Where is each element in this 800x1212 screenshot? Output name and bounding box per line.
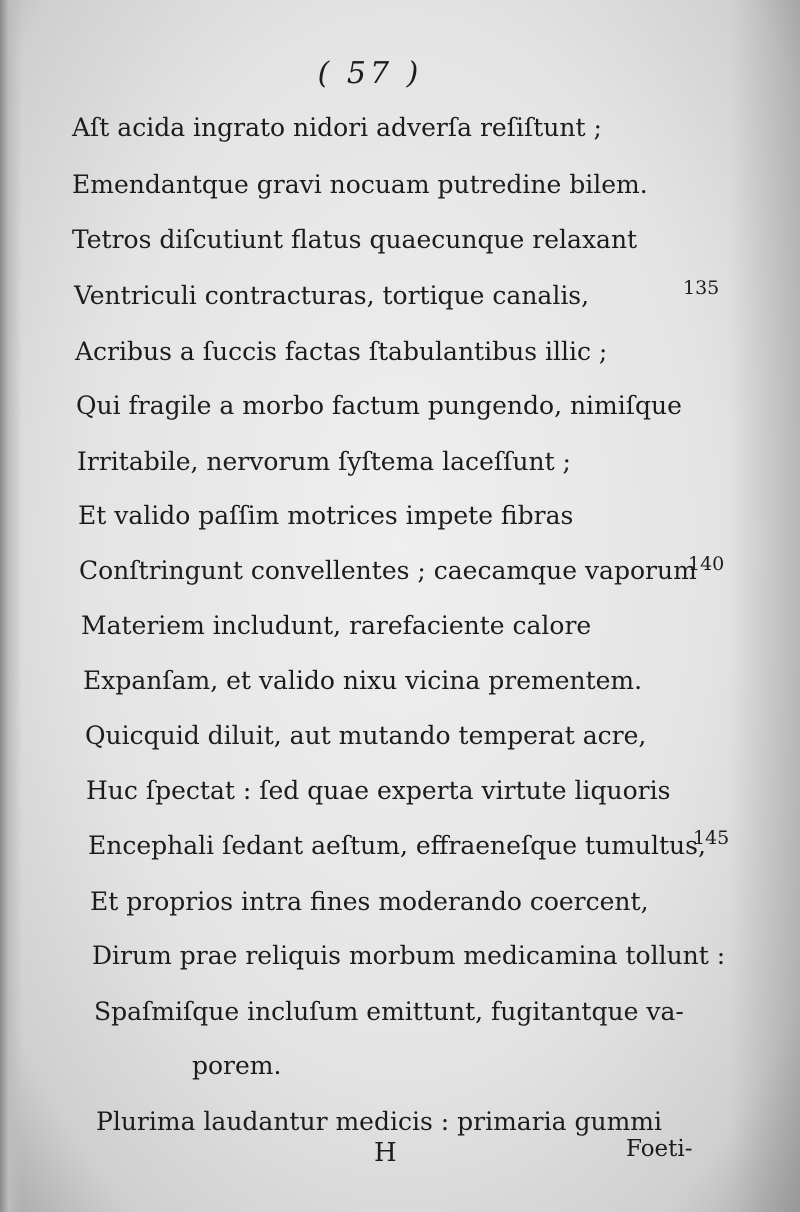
verse-line: Quicquid diluit, aut mutando temperat acre,: [85, 721, 647, 750]
verse-line: Plurima laudantur medicis : primaria gummi: [96, 1107, 662, 1136]
verse-line: Materiem includunt, rarefaciente calore: [81, 611, 592, 640]
verse-line-continuation: porem.: [192, 1051, 282, 1080]
line-number: 135: [683, 277, 720, 299]
verse-line: Tetros diſcutiunt flatus quaecunque relaxant: [72, 225, 638, 254]
signature-mark: H: [374, 1138, 397, 1168]
verse-line: Huc ſpectat : ſed quae experta virtute liquoris: [86, 776, 671, 805]
verse-line: Dirum prae reliquis morbum medicamina tollunt :: [92, 941, 726, 970]
verse-line: Spaſmiſque incluſum emittunt, fugitantque va-: [94, 997, 684, 1026]
page-number: ( 57 ): [317, 56, 423, 91]
verse-line: Irritabile, nervorum ſyſtema laceſſunt ;: [77, 447, 571, 476]
verse-line: Et valido paſſim motrices impete fibras: [78, 501, 574, 530]
verse-line: Emendantque gravi nocuam putredine bilem.: [72, 170, 648, 199]
verse-line: Expanſam, et valido nixu vicina prementem.: [83, 666, 643, 695]
catchword: Foeti-: [626, 1136, 693, 1162]
verse-line: Ventriculi contracturas, tortique canalis,: [74, 281, 590, 310]
line-number: 140: [688, 553, 725, 575]
verse-line: Encephali ſedant aeſtum, effraeneſque tumultus,: [88, 831, 706, 860]
verse-line: Et proprios intra fines moderando coercent,: [90, 887, 649, 916]
verse-line: Aſt acida ingrato nidori adverſa reſiſtunt ;: [72, 113, 602, 142]
verse-line: Qui fragile a morbo factum pungendo, nimiſque: [76, 391, 682, 420]
line-number: 145: [693, 827, 730, 849]
verse-line: Acribus a ſuccis factas ſtabulantibus illic ;: [75, 337, 608, 366]
verse-line: Conſtringunt convellentes ; caecamque vaporum: [79, 556, 697, 585]
